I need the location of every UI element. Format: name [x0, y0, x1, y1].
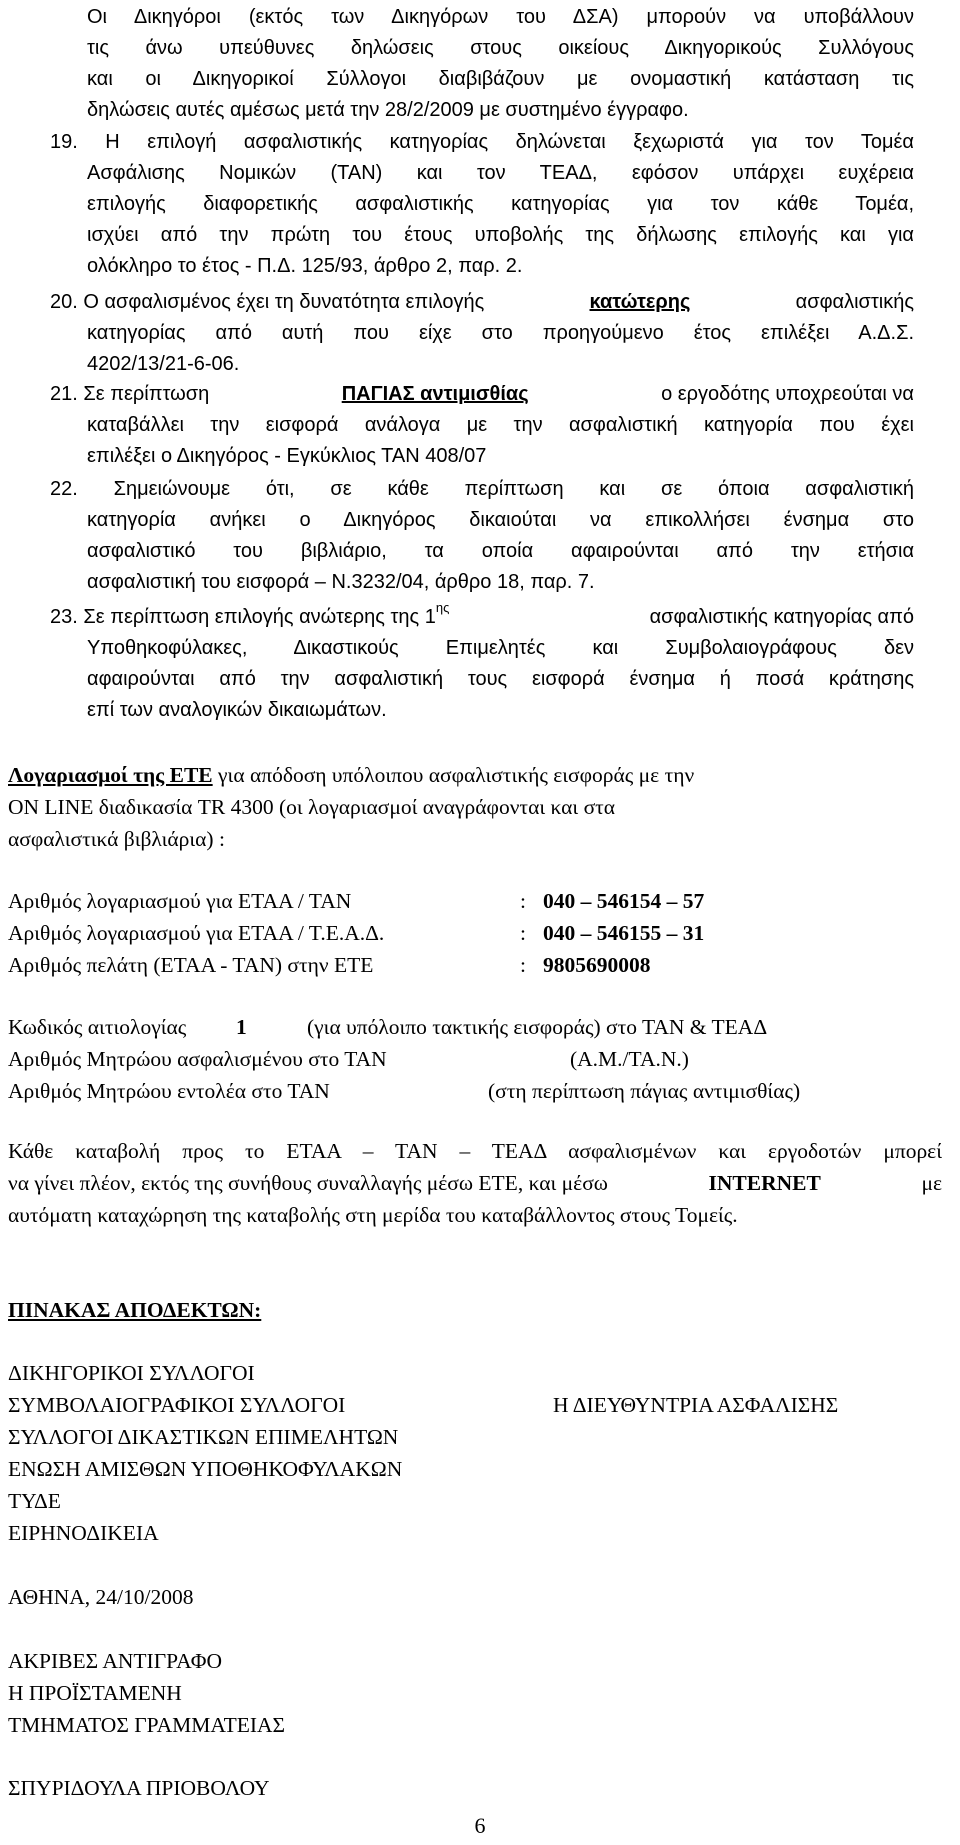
text-segment: ασφαλιστικής κατηγορίας από — [649, 606, 914, 628]
client-label: Αριθμός πελάτη (ΕΤΑΑ - ΤΑΝ) στην ΕΤΕ — [8, 953, 374, 977]
account-number: 040 – 546154 – 57 — [543, 889, 705, 913]
code-label: Αριθμός Μητρώου ασφαλισμένου στο ΤΑΝ — [8, 1047, 387, 1071]
text-segment: 20. Ο ασφαλισμένος έχει τη δυνατότητα επιλογής — [50, 291, 485, 313]
code-description: (στη περίπτωση πάγιας αντιμισθίας) — [488, 1079, 801, 1103]
text-line: Υποθηκοφύλακες, Δικαστικούς Επιμελητές και Συμβολαιογράφους δεν — [87, 637, 914, 659]
client-number: 9805690008 — [543, 953, 651, 977]
text-segment: 23. Σε περίπτωση επιλογής ανώτερης της $1^{\eta\varsigma}$ — [50, 600, 450, 628]
emphasis-text: INTERNET — [708, 1171, 821, 1195]
text-line: και οι Δικηγορικοί Σύλλογοι διαβιβάζουν με ονομαστική κατάσταση τις — [87, 68, 914, 90]
text-line: κατηγορία ανήκει ο Δικηγόρος δικαιούται να επικολλήσει ένσημα στο — [87, 509, 914, 531]
code-label: Αριθμός Μητρώου εντολέα στο ΤΑΝ — [8, 1079, 330, 1103]
certification-line: Η ΠΡΟΪΣΤΑΜΕΝΗ — [8, 1681, 182, 1705]
text-segment: να γίνει πλέον, εκτός της συνήθους συναλλαγής μέσω ΕΤΕ, και μέσω — [8, 1171, 608, 1195]
recipients-title: ΠΙΝΑΚΑΣ ΑΠΟΔΕΚΤΩΝ: — [8, 1298, 262, 1322]
text-line: επιλέξει ο Δικηγόρος - Εγκύκλιος ΤΑΝ 408/07 — [87, 445, 487, 467]
text-line: καταβάλλει την εισφορά ανάλογα με την ασφαλιστική κατηγορία που έχει — [87, 414, 914, 436]
account-label: Αριθμός λογαριασμού για ΕΤΑΑ / Τ.Ε.Α.Δ. — [8, 921, 385, 945]
text-line — [50, 379, 914, 410]
recipient-item: ΤΥΔΕ — [8, 1489, 61, 1513]
text-segment: 21. Σε περίπτωση — [50, 383, 210, 405]
text-line: ολόκληρο το έτος - Π.Δ. 125/93, άρθρο 2, παρ. 2. — [87, 255, 523, 277]
text-line: ισχύει από την πρώτη του έτους υποβολής της δήλωσης επιλογής και για — [87, 224, 914, 246]
text-line — [50, 287, 914, 318]
text-line: ασφαλιστικά βιβλιάρια) : — [8, 827, 225, 851]
recipient-item: ΔΙΚΗΓΟΡΙΚΟΙ ΣΥΛΛΟΓΟΙ — [8, 1361, 255, 1385]
text-line: κατηγορίας από αυτή που είχε στο προηγούμενο έτος επιλέξει Α.Δ.Σ. — [87, 322, 914, 344]
text-line: Κάθε καταβολή προς το ΕΤΑΑ – ΤΑΝ – ΤΕΑΔ ασφαλισμένων και εργοδοτών μπορεί — [8, 1139, 942, 1163]
text-segment: ασφαλιστικής — [795, 291, 914, 313]
signatory-title: Η ΔΙΕΥΘΥΝΤΡΙΑ ΑΣΦΑΛΙΣΗΣ — [553, 1393, 839, 1417]
certification-line: ΑΚΡΙΒΕΣ ΑΝΤΙΓΡΑΦΟ — [8, 1649, 223, 1673]
separator: : — [520, 921, 526, 945]
text-segment: ο εργοδότης υποχρεούται να — [661, 383, 914, 405]
text-line: Ασφάλισης Νομικών (ΤΑΝ) και τον ΤΕΑΔ, εφόσον υπάρχει ευχέρεια — [87, 162, 914, 184]
text-line: 4202/13/21-6-06. — [87, 353, 240, 375]
text-line: τις άνω υπεύθυνες δηλώσεις στους οικείους Δικηγορικούς Συλλόγους — [87, 37, 914, 59]
code-description: (Α.Μ./ΤΑ.Ν.) — [570, 1047, 689, 1071]
superscript: ης — [435, 600, 450, 616]
code-description: (για υπόλοιπο τακτικής εισφοράς) στο ΤΑΝ & ΤΕΑΔ — [307, 1015, 768, 1039]
emphasis-text: κατώτερης — [589, 291, 691, 313]
recipient-item: ΕΙΡΗΝΟΔΙΚΕΙΑ — [8, 1521, 159, 1545]
text-line: ασφαλιστική του εισφορά – Ν.3232/04, άρθρο 18, παρ. 7. — [87, 571, 595, 593]
emphasis-text: ΠΑΓΙΑΣ αντιμισθίας — [341, 383, 529, 405]
recipient-item: ΕΝΩΣΗ ΑΜΙΣΘΩΝ ΥΠΟΘΗΚΟΦΥΛΑΚΩΝ — [8, 1457, 403, 1481]
signatory-name: ΣΠΥΡΙΔΟΥΛΑ ΠΡΙΟΒΟΛΟΥ — [8, 1776, 270, 1800]
text-line: αυτόματη καταχώρηση της καταβολής στη μερίδα του καταβάλλοντος στους Τομείς. — [8, 1203, 738, 1227]
separator: : — [520, 953, 526, 977]
code-label: Κωδικός αιτιολογίας — [8, 1015, 187, 1039]
section-heading: Λογαριασμοί της ΕΤΕ — [8, 763, 213, 787]
text-line: 22. Σημειώνουμε ότι, σε κάθε περίπτωση και σε όποια ασφαλιστική — [50, 478, 914, 500]
page-number: 6 — [474, 1813, 486, 1838]
account-number: 040 – 546155 – 31 — [543, 921, 705, 945]
text-line: 19. Η επιλογή ασφαλιστικής κατηγορίας δηλώνεται ξεχωριστά για τον Τομέα — [50, 131, 914, 153]
text-line: δηλώσεις αυτές αμέσως μετά την 28/2/2009 με συστημένο έγγραφο. — [87, 99, 689, 121]
text-line: ON LINE διαδικασία TR 4300 (οι λογαριασμοί αναγράφονται και στα — [8, 795, 616, 819]
text-line: ασφαλιστικό του βιβλιάριο, τα οποία αφαιρούνται από την ετήσια — [87, 540, 914, 562]
text-line: αφαιρούνται από την ασφαλιστική τους εισφορά ένσημα ή ποσά κράτησης — [87, 668, 914, 690]
text-line — [8, 1168, 942, 1199]
text-line: επί των αναλογικών δικαιωμάτων. — [87, 699, 387, 721]
text-line: επιλογής διαφορετικής ασφαλιστικής κατηγορίας για τον κάθε Τομέα, — [87, 193, 914, 215]
text-segment: με — [921, 1171, 942, 1195]
text-line: Λογαριασμοί της ΕΤΕ για απόδοση υπόλοιπου ασφαλιστικής εισφοράς με την — [8, 763, 695, 787]
text-line — [50, 602, 914, 633]
place-date: ΑΘΗΝΑ, 24/10/2008 — [8, 1585, 194, 1609]
text-line: Οι Δικηγόροι (εκτός των Δικηγόρων του ΔΣΑ) μπορούν να υποβάλλουν — [87, 6, 914, 28]
account-label: Αριθμός λογαριασμού για ΕΤΑΑ / ΤΑΝ — [8, 889, 352, 913]
recipient-item: ΣΥΜΒΟΛΑΙΟΓΡΑΦΙΚΟΙ ΣΥΛΛΟΓΟΙ — [8, 1393, 346, 1417]
recipient-item: ΣΥΛΛΟΓΟΙ ΔΙΚΑΣΤΙΚΩΝ ΕΠΙΜΕΛΗΤΩΝ — [8, 1425, 399, 1449]
code-number: 1 — [236, 1015, 247, 1039]
certification-line: ΤΜΗΜΑΤΟΣ ΓΡΑΜΜΑΤΕΙΑΣ — [8, 1713, 286, 1737]
separator: : — [520, 889, 526, 913]
